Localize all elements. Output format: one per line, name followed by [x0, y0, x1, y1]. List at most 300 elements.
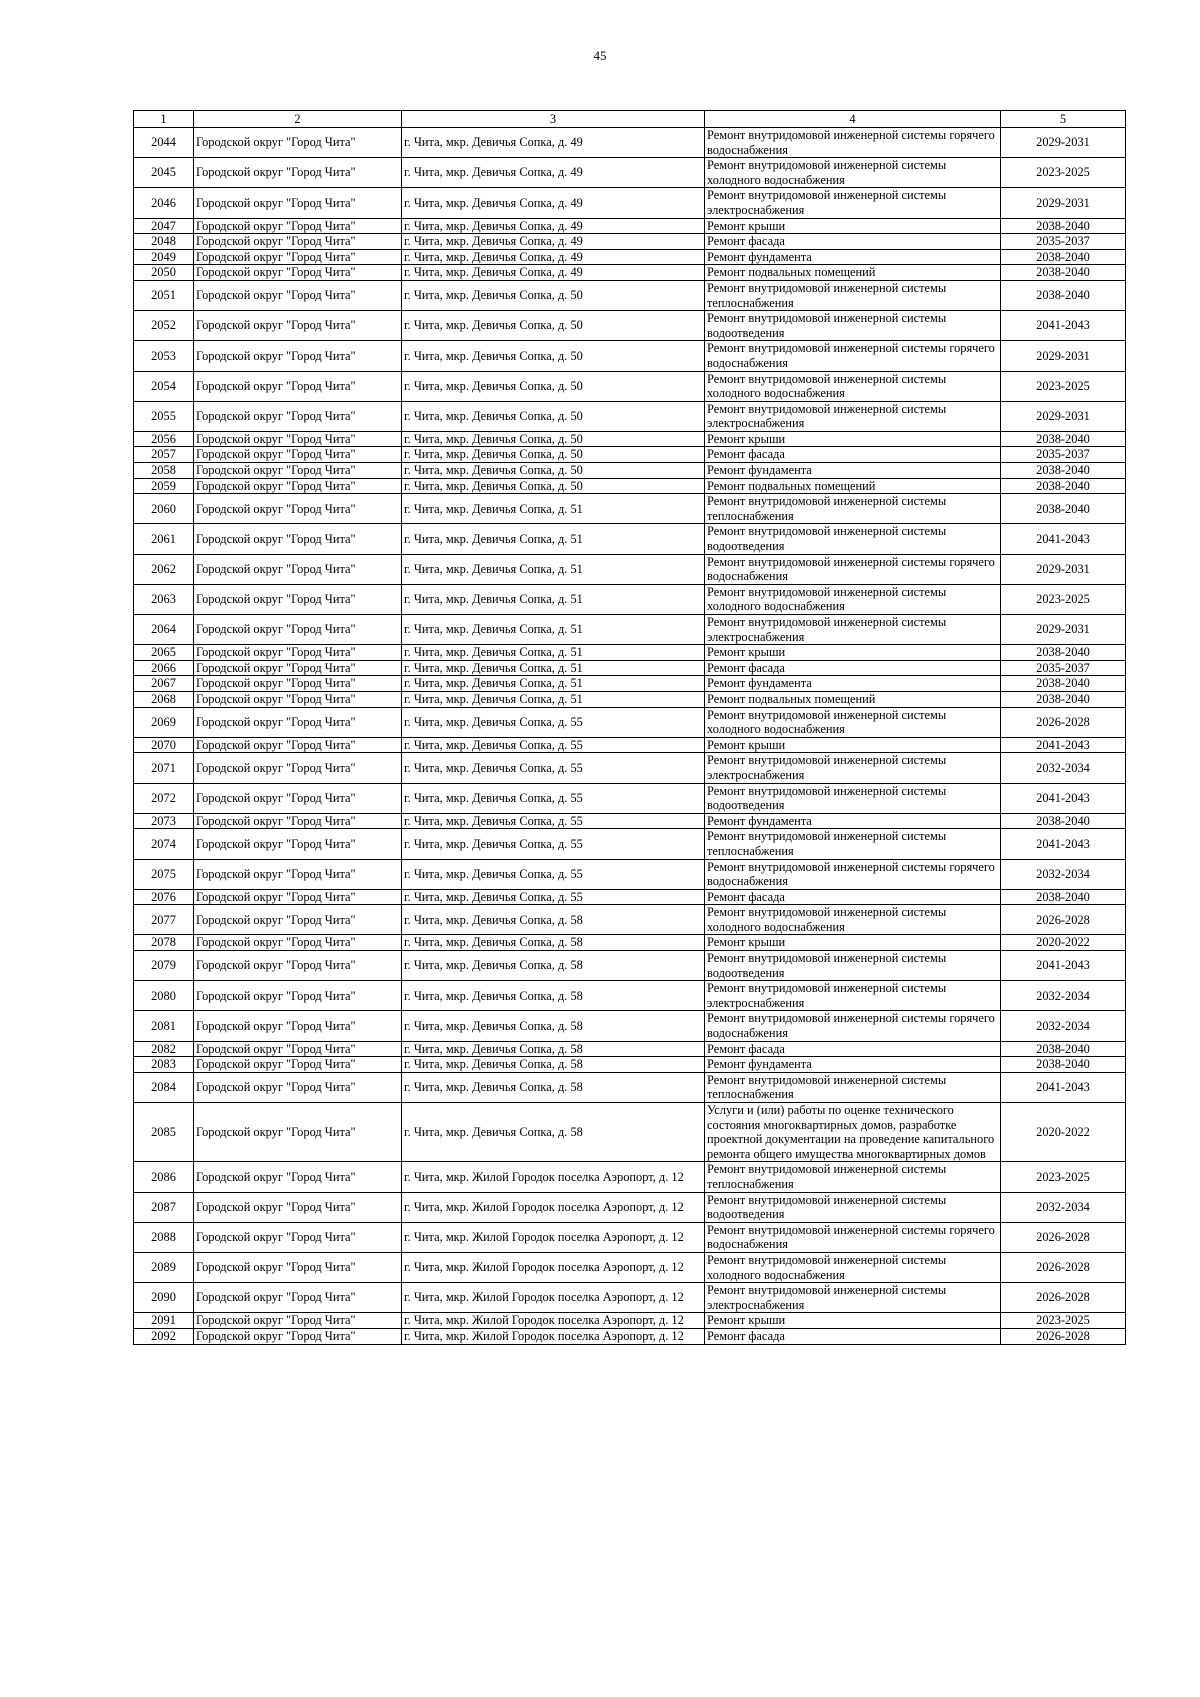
period-cell: 2038-2040: [1001, 494, 1126, 524]
municipality-cell: Городской округ "Город Чита": [194, 889, 402, 905]
row-number: 2085: [134, 1103, 194, 1162]
period-cell: 2041-2043: [1001, 737, 1126, 753]
row-number: 2068: [134, 691, 194, 707]
work-type-cell: Ремонт внутридомовой инженерной системы горячего водоснабжения: [705, 341, 1001, 371]
municipality-cell: Городской округ "Город Чита": [194, 753, 402, 783]
period-cell: 2038-2040: [1001, 1041, 1126, 1057]
row-number: 2060: [134, 494, 194, 524]
municipality-cell: Городской округ "Город Чита": [194, 280, 402, 310]
work-type-cell: Ремонт внутридомовой инженерной системы водоотведения: [705, 1192, 1001, 1222]
table-row: [134, 935, 1126, 951]
row-number: 2058: [134, 463, 194, 479]
work-type-cell: Ремонт внутридомовой инженерной системы теплоснабжения: [705, 494, 1001, 524]
table-row: [134, 1222, 1126, 1252]
period-cell: 2026-2028: [1001, 905, 1126, 935]
table-row: [134, 401, 1126, 431]
work-type-cell: Ремонт фундамента: [705, 676, 1001, 692]
table-row: [134, 265, 1126, 281]
period-cell: 2026-2028: [1001, 1252, 1126, 1282]
municipality-cell: Городской округ "Город Чита": [194, 935, 402, 951]
table-row: [134, 1057, 1126, 1073]
period-cell: 2038-2040: [1001, 249, 1126, 265]
row-number: 2067: [134, 676, 194, 692]
period-cell: 2038-2040: [1001, 280, 1126, 310]
work-type-cell: Ремонт фасада: [705, 1041, 1001, 1057]
work-type-cell: Ремонт крыши: [705, 737, 1001, 753]
row-number: 2048: [134, 234, 194, 250]
table-row: [134, 1192, 1126, 1222]
table-header: [134, 111, 1126, 128]
work-type-cell: Ремонт внутридомовой инженерной системы горячего водоснабжения: [705, 859, 1001, 889]
table-row: [134, 660, 1126, 676]
municipality-cell: Городской округ "Город Чита": [194, 311, 402, 341]
period-cell: 2038-2040: [1001, 691, 1126, 707]
row-number: 2069: [134, 707, 194, 737]
work-type-cell: Ремонт внутридомовой инженерной системы электроснабжения: [705, 401, 1001, 431]
work-type-cell: Ремонт фасада: [705, 1328, 1001, 1344]
period-cell: 2038-2040: [1001, 431, 1126, 447]
table-row: [134, 1103, 1126, 1162]
table-row: [134, 829, 1126, 859]
municipality-cell: Городской округ "Город Чита": [194, 478, 402, 494]
address-cell: г. Чита, мкр. Жилой Городок поселка Аэропорт, д. 12: [402, 1162, 705, 1192]
period-cell: 2026-2028: [1001, 1283, 1126, 1313]
work-type-cell: Ремонт крыши: [705, 431, 1001, 447]
municipality-cell: Городской округ "Город Чита": [194, 1011, 402, 1041]
work-type-cell: Ремонт внутридомовой инженерной системы теплоснабжения: [705, 1162, 1001, 1192]
address-cell: г. Чита, мкр. Жилой Городок поселка Аэропорт, д. 12: [402, 1313, 705, 1329]
municipality-cell: Городской округ "Город Чита": [194, 1328, 402, 1344]
row-number: 2057: [134, 447, 194, 463]
work-type-cell: Ремонт внутридомовой инженерной системы электроснабжения: [705, 615, 1001, 645]
table-row: [134, 128, 1126, 158]
table-row: [134, 431, 1126, 447]
row-number: 2065: [134, 645, 194, 661]
municipality-cell: Городской округ "Город Чита": [194, 1041, 402, 1057]
row-number: 2066: [134, 660, 194, 676]
work-type-cell: Ремонт фасада: [705, 660, 1001, 676]
work-type-cell: Услуги и (или) работы по оценке технического состояния многоквартирных домов, разработке проектной документации на проведение капитального ремонта общего имущества многоквартирных домов: [705, 1103, 1001, 1162]
row-number: 2070: [134, 737, 194, 753]
header-col-1: 1: [134, 111, 194, 128]
work-type-cell: Ремонт крыши: [705, 1313, 1001, 1329]
work-type-cell: Ремонт внутридомовой инженерной системы водоотведения: [705, 783, 1001, 813]
address-cell: г. Чита, мкр. Девичья Сопка, д. 55: [402, 829, 705, 859]
work-type-cell: Ремонт внутридомовой инженерной системы холодного водоснабжения: [705, 584, 1001, 614]
period-cell: 2038-2040: [1001, 463, 1126, 479]
table-row: [134, 371, 1126, 401]
municipality-cell: Городской округ "Город Чита": [194, 447, 402, 463]
table-row: [134, 158, 1126, 188]
table-row: [134, 1283, 1126, 1313]
row-number: 2089: [134, 1252, 194, 1282]
municipality-cell: Городской округ "Город Чита": [194, 431, 402, 447]
work-type-cell: Ремонт внутридомовой инженерной системы холодного водоснабжения: [705, 707, 1001, 737]
municipality-cell: Городской округ "Город Чита": [194, 1283, 402, 1313]
table-row: [134, 1011, 1126, 1041]
period-cell: 2029-2031: [1001, 554, 1126, 584]
work-type-cell: Ремонт фундамента: [705, 463, 1001, 479]
row-number: 2087: [134, 1192, 194, 1222]
period-cell: 2038-2040: [1001, 676, 1126, 692]
municipality-cell: Городской округ "Город Чита": [194, 234, 402, 250]
municipality-cell: Городской округ "Город Чита": [194, 218, 402, 234]
municipality-cell: Городской округ "Город Чита": [194, 783, 402, 813]
address-cell: г. Чита, мкр. Жилой Городок поселка Аэропорт, д. 12: [402, 1222, 705, 1252]
table-row: [134, 341, 1126, 371]
period-cell: 2041-2043: [1001, 1072, 1126, 1102]
address-cell: г. Чита, мкр. Девичья Сопка, д. 58: [402, 981, 705, 1011]
period-cell: 2041-2043: [1001, 311, 1126, 341]
municipality-cell: Городской округ "Город Чита": [194, 707, 402, 737]
address-cell: г. Чита, мкр. Жилой Городок поселка Аэропорт, д. 12: [402, 1252, 705, 1282]
table-row: [134, 737, 1126, 753]
work-type-cell: Ремонт внутридомовой инженерной системы холодного водоснабжения: [705, 371, 1001, 401]
row-number: 2064: [134, 615, 194, 645]
period-cell: 2041-2043: [1001, 524, 1126, 554]
period-cell: 2038-2040: [1001, 813, 1126, 829]
row-number: 2061: [134, 524, 194, 554]
row-number: 2063: [134, 584, 194, 614]
row-number: 2055: [134, 401, 194, 431]
address-cell: г. Чита, мкр. Девичья Сопка, д. 58: [402, 935, 705, 951]
period-cell: 2035-2037: [1001, 234, 1126, 250]
municipality-cell: Городской округ "Город Чита": [194, 584, 402, 614]
work-type-cell: Ремонт крыши: [705, 935, 1001, 951]
address-cell: г. Чита, мкр. Девичья Сопка, д. 49: [402, 249, 705, 265]
period-cell: 2029-2031: [1001, 615, 1126, 645]
table-row: [134, 813, 1126, 829]
period-cell: 2029-2031: [1001, 401, 1126, 431]
work-type-cell: Ремонт крыши: [705, 645, 1001, 661]
address-cell: г. Чита, мкр. Девичья Сопка, д. 50: [402, 431, 705, 447]
municipality-cell: Городской округ "Город Чита": [194, 265, 402, 281]
municipality-cell: Городской округ "Город Чита": [194, 1192, 402, 1222]
table-row: [134, 234, 1126, 250]
table-row: [134, 447, 1126, 463]
work-type-cell: Ремонт фасада: [705, 889, 1001, 905]
period-cell: 2020-2022: [1001, 935, 1126, 951]
address-cell: г. Чита, мкр. Девичья Сопка, д. 50: [402, 463, 705, 479]
work-type-cell: Ремонт внутридомовой инженерной системы горячего водоснабжения: [705, 1222, 1001, 1252]
period-cell: 2038-2040: [1001, 265, 1126, 281]
work-type-cell: Ремонт внутридомовой инженерной системы электроснабжения: [705, 1283, 1001, 1313]
table-row: [134, 249, 1126, 265]
municipality-cell: Городской округ "Город Чита": [194, 341, 402, 371]
address-cell: г. Чита, мкр. Девичья Сопка, д. 50: [402, 311, 705, 341]
row-number: 2082: [134, 1041, 194, 1057]
header-col-2: 2: [194, 111, 402, 128]
work-type-cell: Ремонт фасада: [705, 234, 1001, 250]
address-cell: г. Чита, мкр. Девичья Сопка, д. 49: [402, 234, 705, 250]
work-type-cell: Ремонт внутридомовой инженерной системы горячего водоснабжения: [705, 128, 1001, 158]
municipality-cell: Городской округ "Город Чита": [194, 951, 402, 981]
municipality-cell: Городской округ "Город Чита": [194, 981, 402, 1011]
address-cell: г. Чита, мкр. Девичья Сопка, д. 55: [402, 813, 705, 829]
table-row: [134, 889, 1126, 905]
municipality-cell: Городской округ "Город Чита": [194, 829, 402, 859]
work-type-cell: Ремонт фасада: [705, 447, 1001, 463]
address-cell: г. Чита, мкр. Девичья Сопка, д. 55: [402, 753, 705, 783]
address-cell: г. Чита, мкр. Девичья Сопка, д. 55: [402, 737, 705, 753]
municipality-cell: Городской округ "Город Чита": [194, 371, 402, 401]
row-number: 2071: [134, 753, 194, 783]
row-number: 2059: [134, 478, 194, 494]
table-row: [134, 1328, 1126, 1344]
period-cell: 2038-2040: [1001, 478, 1126, 494]
table-row: [134, 905, 1126, 935]
municipality-cell: Городской округ "Город Чита": [194, 1162, 402, 1192]
municipality-cell: Городской округ "Город Чита": [194, 188, 402, 218]
row-number: 2074: [134, 829, 194, 859]
row-number: 2077: [134, 905, 194, 935]
work-type-cell: Ремонт фундамента: [705, 813, 1001, 829]
municipality-cell: Городской округ "Город Чита": [194, 401, 402, 431]
address-cell: г. Чита, мкр. Девичья Сопка, д. 50: [402, 280, 705, 310]
period-cell: 2038-2040: [1001, 889, 1126, 905]
address-cell: г. Чита, мкр. Девичья Сопка, д. 50: [402, 447, 705, 463]
row-number: 2062: [134, 554, 194, 584]
municipality-cell: Городской округ "Город Чита": [194, 1313, 402, 1329]
address-cell: г. Чита, мкр. Девичья Сопка, д. 51: [402, 645, 705, 661]
municipality-cell: Городской округ "Город Чита": [194, 249, 402, 265]
period-cell: 2023-2025: [1001, 158, 1126, 188]
table-row: [134, 280, 1126, 310]
work-type-cell: Ремонт фундамента: [705, 249, 1001, 265]
municipality-cell: Городской округ "Город Чита": [194, 737, 402, 753]
header-col-4: 4: [705, 111, 1001, 128]
row-number: 2086: [134, 1162, 194, 1192]
row-number: 2084: [134, 1072, 194, 1102]
row-number: 2079: [134, 951, 194, 981]
row-number: 2045: [134, 158, 194, 188]
work-type-cell: Ремонт внутридомовой инженерной системы водоотведения: [705, 311, 1001, 341]
address-cell: г. Чита, мкр. Девичья Сопка, д. 51: [402, 676, 705, 692]
municipality-cell: Городской округ "Город Чита": [194, 494, 402, 524]
municipality-cell: Городской округ "Город Чита": [194, 676, 402, 692]
address-cell: г. Чита, мкр. Девичья Сопка, д. 49: [402, 128, 705, 158]
work-type-cell: Ремонт внутридомовой инженерной системы горячего водоснабжения: [705, 554, 1001, 584]
table-row: [134, 478, 1126, 494]
row-number: 2056: [134, 431, 194, 447]
table-row: [134, 554, 1126, 584]
table-row: [134, 311, 1126, 341]
municipality-cell: Городской округ "Город Чита": [194, 905, 402, 935]
address-cell: г. Чита, мкр. Девичья Сопка, д. 51: [402, 584, 705, 614]
address-cell: г. Чита, мкр. Девичья Сопка, д. 49: [402, 158, 705, 188]
address-cell: г. Чита, мкр. Девичья Сопка, д. 58: [402, 951, 705, 981]
work-type-cell: Ремонт внутридомовой инженерной системы холодного водоснабжения: [705, 1252, 1001, 1282]
work-type-cell: Ремонт внутридомовой инженерной системы теплоснабжения: [705, 829, 1001, 859]
period-cell: 2026-2028: [1001, 707, 1126, 737]
table-row: [134, 494, 1126, 524]
municipality-cell: Городской округ "Город Чита": [194, 645, 402, 661]
address-cell: г. Чита, мкр. Девичья Сопка, д. 50: [402, 371, 705, 401]
row-number: 2054: [134, 371, 194, 401]
period-cell: 2026-2028: [1001, 1222, 1126, 1252]
address-cell: г. Чита, мкр. Девичья Сопка, д. 55: [402, 707, 705, 737]
row-number: 2073: [134, 813, 194, 829]
table-row: [134, 1313, 1126, 1329]
table-row: [134, 1252, 1126, 1282]
address-cell: г. Чита, мкр. Девичья Сопка, д. 51: [402, 615, 705, 645]
address-cell: г. Чита, мкр. Девичья Сопка, д. 58: [402, 1057, 705, 1073]
address-cell: г. Чита, мкр. Девичья Сопка, д. 55: [402, 783, 705, 813]
municipality-cell: Городской округ "Город Чита": [194, 1072, 402, 1102]
table-row: [134, 951, 1126, 981]
row-number: 2092: [134, 1328, 194, 1344]
table-row: [134, 615, 1126, 645]
row-number: 2053: [134, 341, 194, 371]
period-cell: 2026-2028: [1001, 1328, 1126, 1344]
municipality-cell: Городской округ "Город Чита": [194, 158, 402, 188]
row-number: 2047: [134, 218, 194, 234]
municipality-cell: Городской округ "Город Чита": [194, 1057, 402, 1073]
address-cell: г. Чита, мкр. Девичья Сопка, д. 51: [402, 494, 705, 524]
table-row: [134, 524, 1126, 554]
work-type-cell: Ремонт внутридомовой инженерной системы водоотведения: [705, 951, 1001, 981]
work-type-cell: Ремонт подвальных помещений: [705, 691, 1001, 707]
address-cell: г. Чита, мкр. Девичья Сопка, д. 51: [402, 691, 705, 707]
table-row: [134, 188, 1126, 218]
period-cell: 2038-2040: [1001, 218, 1126, 234]
row-number: 2072: [134, 783, 194, 813]
address-cell: г. Чита, мкр. Девичья Сопка, д. 58: [402, 1103, 705, 1162]
period-cell: 2023-2025: [1001, 1313, 1126, 1329]
address-cell: г. Чита, мкр. Девичья Сопка, д. 50: [402, 478, 705, 494]
work-type-cell: Ремонт подвальных помещений: [705, 265, 1001, 281]
work-type-cell: Ремонт внутридомовой инженерной системы теплоснабжения: [705, 280, 1001, 310]
address-cell: г. Чита, мкр. Девичья Сопка, д. 50: [402, 401, 705, 431]
period-cell: 2029-2031: [1001, 188, 1126, 218]
header-col-3: 3: [402, 111, 705, 128]
address-cell: г. Чита, мкр. Девичья Сопка, д. 58: [402, 905, 705, 935]
address-cell: г. Чита, мкр. Жилой Городок поселка Аэропорт, д. 12: [402, 1192, 705, 1222]
row-number: 2050: [134, 265, 194, 281]
municipality-cell: Городской округ "Город Чита": [194, 691, 402, 707]
table-row: [134, 645, 1126, 661]
table-row: [134, 1041, 1126, 1057]
row-number: 2044: [134, 128, 194, 158]
address-cell: г. Чита, мкр. Девичья Сопка, д. 51: [402, 660, 705, 676]
table-row: [134, 584, 1126, 614]
address-cell: г. Чита, мкр. Девичья Сопка, д. 58: [402, 1011, 705, 1041]
period-cell: 2032-2034: [1001, 1011, 1126, 1041]
table-row: [134, 691, 1126, 707]
work-type-cell: Ремонт внутридомовой инженерной системы холодного водоснабжения: [705, 158, 1001, 188]
work-type-cell: Ремонт внутридомовой инженерной системы теплоснабжения: [705, 1072, 1001, 1102]
row-number: 2083: [134, 1057, 194, 1073]
row-number: 2052: [134, 311, 194, 341]
address-cell: г. Чита, мкр. Девичья Сопка, д. 55: [402, 859, 705, 889]
table-row: [134, 1072, 1126, 1102]
row-number: 2076: [134, 889, 194, 905]
address-cell: г. Чита, мкр. Девичья Сопка, д. 55: [402, 889, 705, 905]
table-row: [134, 753, 1126, 783]
row-number: 2091: [134, 1313, 194, 1329]
work-type-cell: Ремонт внутридомовой инженерной системы электроснабжения: [705, 981, 1001, 1011]
municipality-cell: Городской округ "Город Чита": [194, 554, 402, 584]
address-cell: г. Чита, мкр. Девичья Сопка, д. 49: [402, 265, 705, 281]
table-row: [134, 981, 1126, 1011]
period-cell: 2035-2037: [1001, 660, 1126, 676]
municipality-cell: Городской округ "Город Чита": [194, 463, 402, 479]
table-row: [134, 676, 1126, 692]
table-row: [134, 707, 1126, 737]
work-type-cell: Ремонт внутридомовой инженерной системы электроснабжения: [705, 753, 1001, 783]
address-cell: г. Чита, мкр. Девичья Сопка, д. 49: [402, 188, 705, 218]
work-type-cell: Ремонт крыши: [705, 218, 1001, 234]
repair-schedule-table: [133, 110, 1126, 1345]
table-body: [134, 128, 1126, 1345]
address-cell: г. Чита, мкр. Жилой Городок поселка Аэропорт, д. 12: [402, 1328, 705, 1344]
page-number: 45: [593, 48, 607, 63]
work-type-cell: Ремонт внутридомовой инженерной системы водоотведения: [705, 524, 1001, 554]
period-cell: 2041-2043: [1001, 783, 1126, 813]
row-number: 2051: [134, 280, 194, 310]
period-cell: 2023-2025: [1001, 1162, 1126, 1192]
period-cell: 2041-2043: [1001, 829, 1126, 859]
period-cell: 2038-2040: [1001, 645, 1126, 661]
row-number: 2080: [134, 981, 194, 1011]
municipality-cell: Городской округ "Город Чита": [194, 1103, 402, 1162]
address-cell: г. Чита, мкр. Девичья Сопка, д. 51: [402, 554, 705, 584]
period-cell: 2038-2040: [1001, 1057, 1126, 1073]
header-col-5: 5: [1001, 111, 1126, 128]
table-row: [134, 783, 1126, 813]
address-cell: г. Чита, мкр. Девичья Сопка, д. 58: [402, 1041, 705, 1057]
period-cell: 2041-2043: [1001, 951, 1126, 981]
municipality-cell: Городской округ "Город Чита": [194, 859, 402, 889]
period-cell: 2020-2022: [1001, 1103, 1126, 1162]
municipality-cell: Городской округ "Город Чита": [194, 615, 402, 645]
period-cell: 2035-2037: [1001, 447, 1126, 463]
work-type-cell: Ремонт внутридомовой инженерной системы электроснабжения: [705, 188, 1001, 218]
row-number: 2049: [134, 249, 194, 265]
header-row: [134, 111, 1126, 128]
municipality-cell: Городской округ "Город Чита": [194, 1252, 402, 1282]
address-cell: г. Чита, мкр. Девичья Сопка, д. 51: [402, 524, 705, 554]
municipality-cell: Городской округ "Город Чита": [194, 660, 402, 676]
municipality-cell: Городской округ "Город Чита": [194, 1222, 402, 1252]
work-type-cell: Ремонт внутридомовой инженерной системы холодного водоснабжения: [705, 905, 1001, 935]
period-cell: 2032-2034: [1001, 1192, 1126, 1222]
row-number: 2046: [134, 188, 194, 218]
period-cell: 2029-2031: [1001, 128, 1126, 158]
row-number: 2078: [134, 935, 194, 951]
address-cell: г. Чита, мкр. Девичья Сопка, д. 58: [402, 1072, 705, 1102]
row-number: 2075: [134, 859, 194, 889]
period-cell: 2032-2034: [1001, 981, 1126, 1011]
work-type-cell: Ремонт внутридомовой инженерной системы горячего водоснабжения: [705, 1011, 1001, 1041]
period-cell: 2032-2034: [1001, 753, 1126, 783]
municipality-cell: Городской округ "Город Чита": [194, 524, 402, 554]
work-type-cell: Ремонт фундамента: [705, 1057, 1001, 1073]
row-number: 2088: [134, 1222, 194, 1252]
period-cell: 2032-2034: [1001, 859, 1126, 889]
address-cell: г. Чита, мкр. Жилой Городок поселка Аэропорт, д. 12: [402, 1283, 705, 1313]
period-cell: 2023-2025: [1001, 371, 1126, 401]
table-row: [134, 1162, 1126, 1192]
table-row: [134, 463, 1126, 479]
address-cell: г. Чита, мкр. Девичья Сопка, д. 50: [402, 341, 705, 371]
period-cell: 2023-2025: [1001, 584, 1126, 614]
row-number: 2081: [134, 1011, 194, 1041]
municipality-cell: Городской округ "Город Чита": [194, 813, 402, 829]
period-cell: 2029-2031: [1001, 341, 1126, 371]
work-type-cell: Ремонт подвальных помещений: [705, 478, 1001, 494]
address-cell: г. Чита, мкр. Девичья Сопка, д. 49: [402, 218, 705, 234]
